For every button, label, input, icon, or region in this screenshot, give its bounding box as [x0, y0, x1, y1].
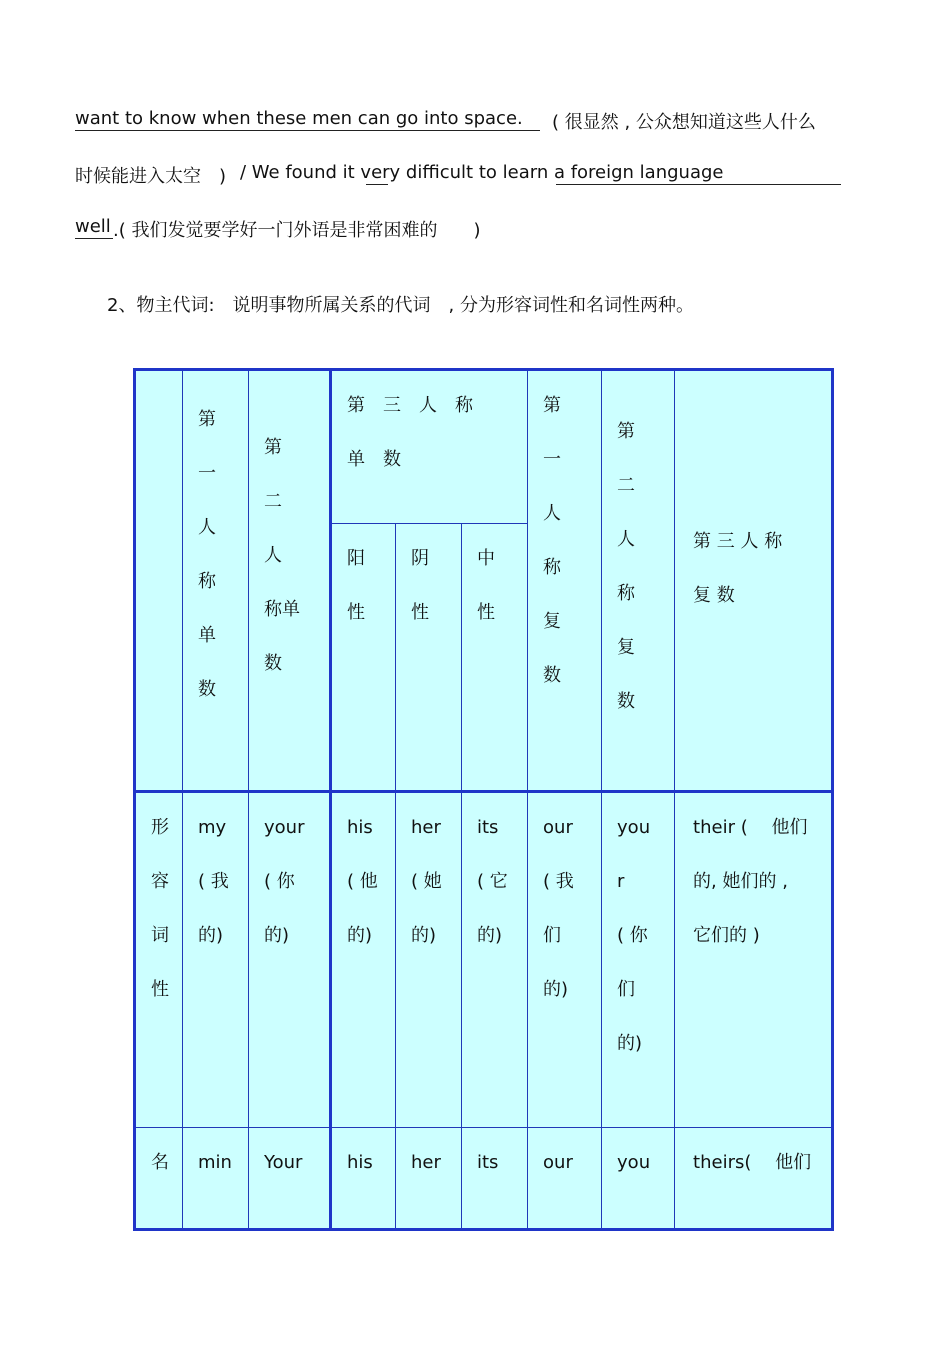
cell-nom-yours-plural: you: [602, 1128, 675, 1230]
cell-adj-their: their ( 他们 的, 她们的 , 它们的 ): [675, 792, 833, 1128]
header-empty-cell: [135, 370, 183, 792]
paragraph-line-1-en: want to know when these men can go into space.: [75, 108, 523, 129]
header-neuter: 中 性: [462, 524, 528, 792]
header-feminine: 阴 性: [396, 524, 462, 792]
header-first-singular: 第 一 人 称 单 数: [183, 370, 249, 792]
underline-3: [75, 238, 113, 239]
row-label-adjectival: 形 容 词 性: [135, 792, 183, 1128]
header-third-plural: 第 三 人 称 复 数: [675, 370, 833, 792]
cell-nom-its: its: [462, 1128, 528, 1230]
cell-adj-its: its ( 它 的): [462, 792, 528, 1128]
header-third-singular: 第 三 人 称 单 数: [331, 370, 528, 524]
paragraph-line-2-en: / We found it very difficult to learn a foreign language: [240, 162, 724, 183]
cell-nom-theirs: theirs( 他们: [675, 1128, 833, 1230]
possessive-pronoun-table: [133, 368, 834, 1231]
cell-adj-his: his ( 他 的): [331, 792, 396, 1128]
header-second-singular: 第 二 人 称单 数: [249, 370, 331, 792]
cell-nom-ours: our: [528, 1128, 602, 1230]
paragraph-line-3-zh: .( 我们发觉要学好一门外语是非常困难的 ): [113, 220, 481, 241]
paragraph-line-1-zh: ( 很显然 , 公众想知道这些人什么: [552, 112, 816, 133]
header-row-1: [135, 370, 833, 524]
table-row-nominal: [135, 1128, 833, 1230]
header-first-plural: 第 一 人 称 复 数: [528, 370, 602, 792]
cell-adj-her: her ( 她 的): [396, 792, 462, 1128]
underline-2b: [556, 184, 841, 185]
header-second-plural: 第 二 人 称 复 数: [602, 370, 675, 792]
paragraph-line-2-zh: 时候能进入太空 ): [75, 166, 227, 187]
cell-nom-his: his: [331, 1128, 396, 1230]
cell-nom-yours: Your: [249, 1128, 331, 1230]
header-masculine: 阳 性: [331, 524, 396, 792]
row-label-nominal: 名: [135, 1128, 183, 1230]
cell-adj-your: your ( 你 的): [249, 792, 331, 1128]
underline-2a: [366, 184, 388, 185]
paragraph-line-3-en: well: [75, 216, 111, 237]
cell-nom-mine: min: [183, 1128, 249, 1230]
table-row-adjectival: [135, 792, 833, 1128]
cell-adj-your-plural: you r ( 你 们 的): [602, 792, 675, 1128]
cell-nom-hers: her: [396, 1128, 462, 1230]
section-heading: 2、物主代词: 说明事物所属关系的代词 , 分为形容词性和名词性两种。: [107, 295, 694, 316]
cell-adj-our: our ( 我 们 的): [528, 792, 602, 1128]
underline-1: [75, 130, 540, 131]
cell-adj-my: my ( 我 的): [183, 792, 249, 1128]
